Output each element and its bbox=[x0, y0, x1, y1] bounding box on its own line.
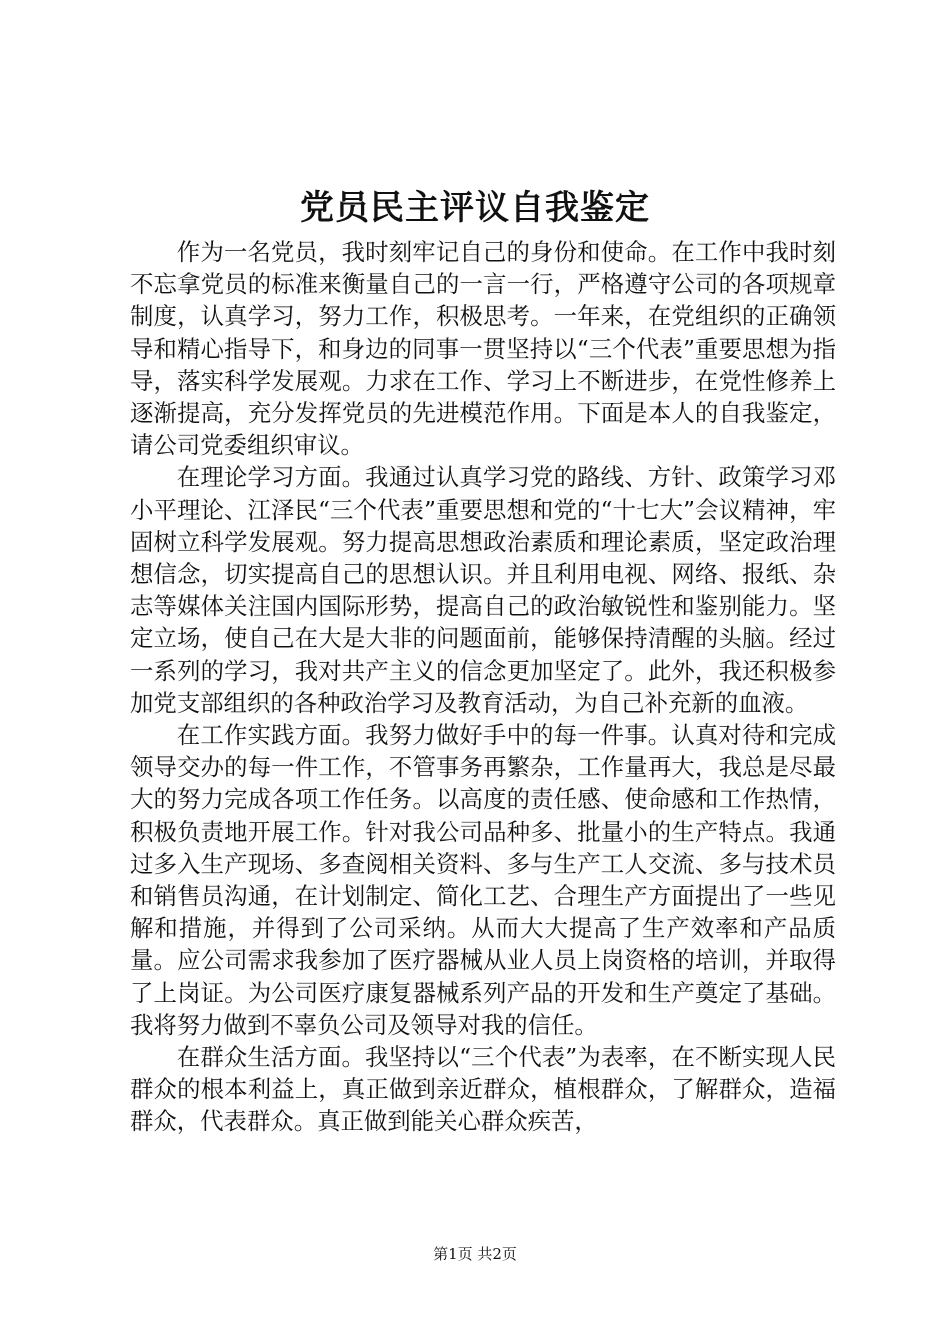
document-title: 党员民主评议自我鉴定 bbox=[300, 188, 650, 228]
page-footer: 第1页 共2页 bbox=[433, 1245, 517, 1263]
paragraph-theory-study: 在理论学习方面。我通过认真学习党的路线、方针、政策学习邓小平理论、江泽民“三个代表”重要思想和党的“十七大”会议精神，牢固树立科学发展观。努力提高思想政治素质和理论素质，坚定政治理想信念，切实提高自己的思想认识。并且利用电视、网络、报纸、杂志等媒体关注国内国际形势，提高自己的政治敏锐性和鉴别能力。坚定立场，使自己在大是大非的问题面前，能够保持清醒的头脑。经过一系列的学习，我对共产主义的信念更加坚定了。此外，我还积极参加党支部组织的各种政治学习及教育活动，为自己补充新的血液。 bbox=[130, 463, 836, 717]
paragraph-intro: 作为一名党员，我时刻牢记自己的身份和使命。在工作中我时刻不忘拿党员的标准来衡量自己的一言一行，严格遵守公司的各项规章制度，认真学习，努力工作，积极思考。一年来，在党组织的正确领导和精心指导下，和身边的同事一贯坚持以“三个代表”重要思想为指导，落实科学发展观。力求在工作、学习上不断进步，在党性修养上逐渐提高，充分发挥党员的先进模范作用。下面是本人的自我鉴定，请公司党委组织审议。 bbox=[130, 238, 836, 460]
paragraph-mass-life: 在群众生活方面。我坚持以“三个代表”为表率，在不断实现人民群众的根本利益上，真正做到亲近群众，植根群众，了解群众，造福群众，代表群众。真正做到能关心群众疾苦， bbox=[130, 1043, 836, 1136]
paragraph-work-practice: 在工作实践方面。我努力做好手中的每一件事。认真对待和完成领导交办的每一件工作，不管事务再繁杂，工作量再大，我总是尽最大的努力完成各项工作任务。以高度的责任感、使命感和工作热情，积极负责地开展工作。针对我公司品种多、批量小的生产特点。我通过多入生产现场、多查阅相关资料、多与生产工人交流、多与技术员和销售员沟通，在计划制定、简化工艺、合理生产方面提出了一些见解和措施，并得到了公司采纳。从而大大提高了生产效率和产品质量。应公司需求我参加了医疗器械从业人员上岗资格的培训，并取得了上岗证。为公司医疗康复器械系列产品的开发和生产奠定了基础。我将努力做到不辜负公司及领导对我的信任。 bbox=[130, 721, 836, 1039]
document-body bbox=[130, 236, 836, 1138]
